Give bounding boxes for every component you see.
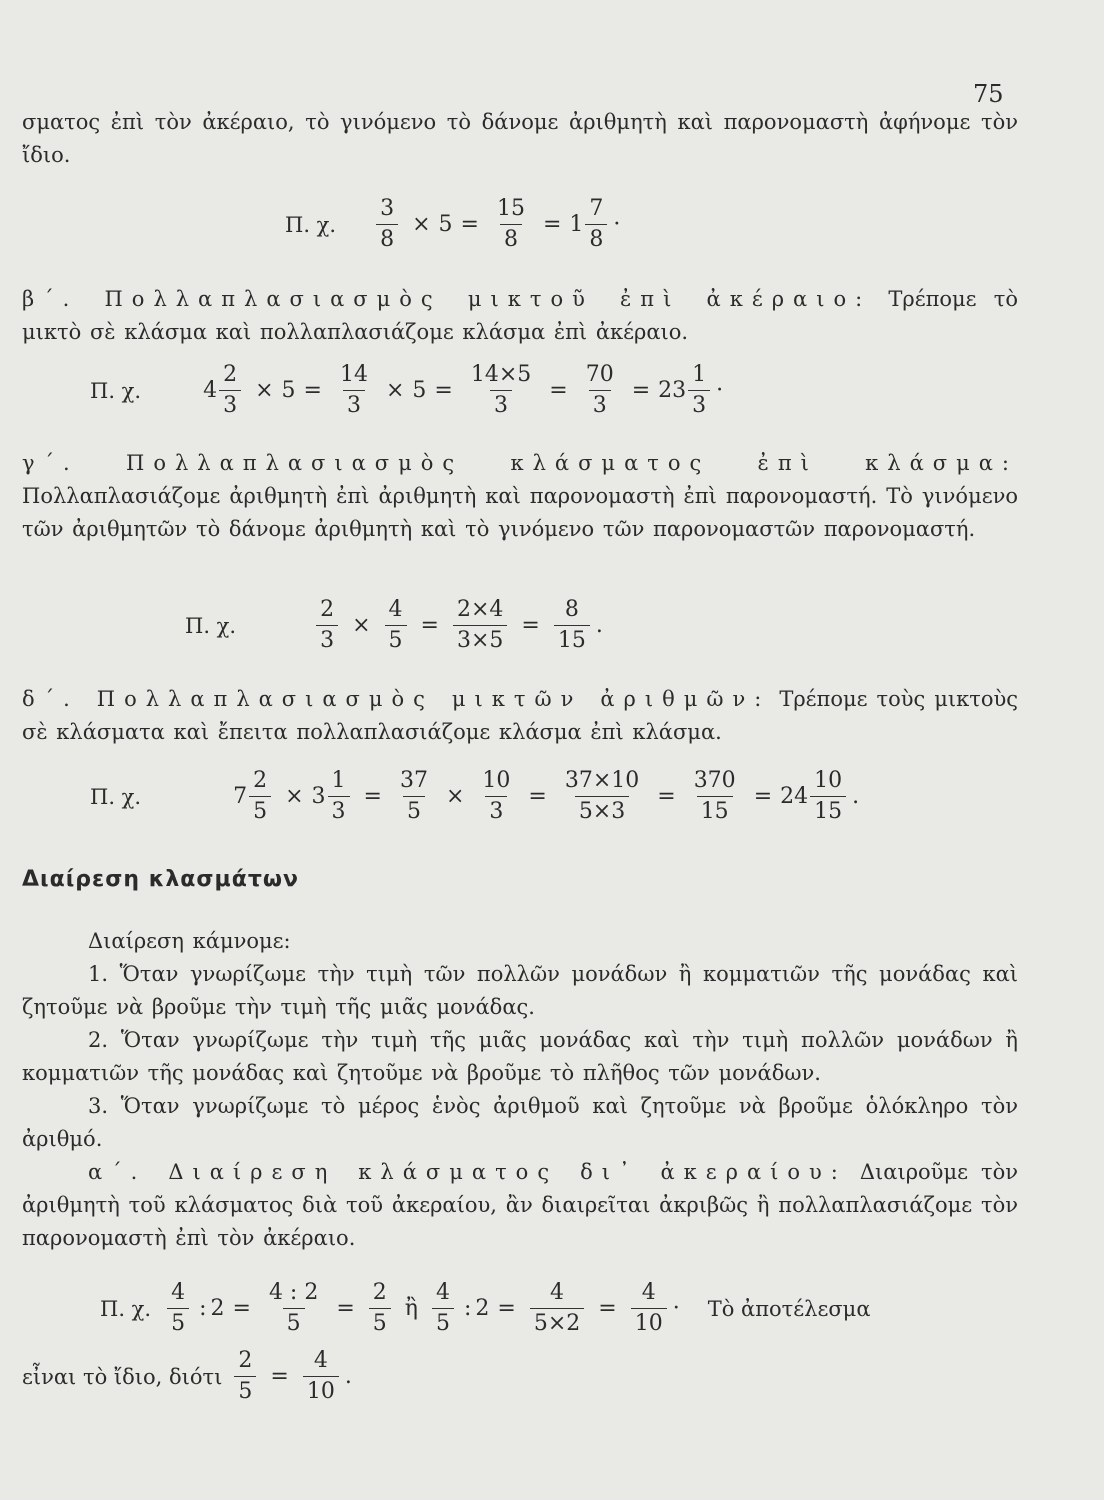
section-c-text: Πολλαπλασιάζομε ἀριθμητὴ ἐπὶ ἀριθμητὴ καὶ παρονομαστὴ ἐπὶ παρονομαστή. Τὸ γινόμενο τῶν ἀριθμητῶν τὸ δάνομε ἀριθμητὴ καὶ τὸ γινόμενο τῶν παρονομαστῶν παρονομαστή. bbox=[22, 484, 1018, 541]
section-heading: Διαίρεση κλασμάτων bbox=[22, 867, 299, 892]
mixed-number: 4 $\frac{2}{3}$ bbox=[203, 362, 247, 419]
result-text: Τὸ ἀποτέλεσμα bbox=[707, 1296, 871, 1321]
example-label: Π. χ. bbox=[90, 784, 142, 809]
fraction: $\frac{37\times 10}{5\times 3}$ bbox=[564, 768, 640, 824]
section-d-heading: δ΄. Πολλαπλασιασμὸς μικτῶν ἀριθμῶν: bbox=[22, 687, 771, 711]
mixed-number: 1 $\frac{7}{8}$ bbox=[569, 196, 613, 253]
fraction: $\frac{2}{5}$ bbox=[369, 1280, 391, 1337]
integer: 2 bbox=[475, 1296, 490, 1321]
fraction: $\frac{10}{3}$ bbox=[482, 768, 511, 824]
division-case-3: 3. Ὅταν γνωρίζωμε τὸ μέρος ἑνὸς ἀριθμοῦ καὶ ζητοῦμε νὰ βροῦμε ὁλόκληρο τὸν ἀριθμό. bbox=[22, 1094, 1018, 1151]
example-2: Π. χ. 4 $\frac{2}{3}$ × 5 = $\frac{14}{3}$ × 5 = $\frac{14\times 5}{3}$ = $\frac{70}{3}$ = 23 $\frac{1}{3}$ · bbox=[90, 362, 724, 418]
fraction: $\frac{2}{5}$ bbox=[234, 1348, 256, 1405]
example-5-continuation: εἶναι τὸ ἴδιο, διότι $\frac{2}{5}$ = $\frac{4}{10}$ . bbox=[22, 1348, 352, 1404]
fraction: $\frac{4}{5\times 2}$ bbox=[530, 1280, 584, 1337]
example-4: Π. χ. 7 $\frac{2}{5}$ × 3 $\frac{1}{3}$ = $\frac{37}{5}$ × $\frac{10}{3}$ = $\frac{37\times 10}{5\times 3}$ = $\frac{370}{15}$ = 24 $\frac{10}{15}$ . bbox=[90, 768, 860, 824]
fraction: $\frac{37}{5}$ bbox=[399, 768, 428, 824]
example-label: Π. χ. bbox=[90, 378, 142, 403]
section-b-heading: β΄. Πολλαπλασιασμὸς μικτοῦ ἐπὶ ἀκέραιο: bbox=[22, 287, 872, 311]
section-c-heading: γ΄. Πολλαπλασιασμὸς κλάσματος ἐπὶ κλάσμα: bbox=[22, 451, 1018, 475]
fraction: $\frac{14\times 5}{3}$ bbox=[470, 362, 532, 418]
integer: 5 bbox=[412, 378, 427, 403]
end-mark: · bbox=[672, 1296, 680, 1321]
division-sign: : bbox=[199, 1296, 207, 1321]
fraction: $\frac{3}{8}$ bbox=[376, 196, 398, 253]
fraction: $\frac{2}{3}$ bbox=[316, 597, 338, 654]
fraction: $\frac{8}{15}$ bbox=[554, 597, 590, 654]
fraction: $\frac{14}{3}$ bbox=[339, 362, 368, 418]
example-label: Π. χ. bbox=[185, 613, 237, 638]
integer: 2 bbox=[210, 1296, 225, 1321]
fraction: $\frac{4}{5}$ bbox=[432, 1280, 454, 1337]
section-a-text: Διαιροῦμε τὸν ἀριθμητὴ τοῦ κλάσματος διὰ τοῦ ἀκεραίου, ἂν διαιρεῖται ἀκριβῶς ἢ πολλαπλασιάζομε τὸν παρονομαστὴ ἐπὶ τὸν ἀκέραιο. bbox=[22, 1160, 1018, 1250]
end-mark: . bbox=[595, 613, 603, 638]
fraction: $\frac{70}{3}$ bbox=[585, 362, 614, 418]
end-mark: · bbox=[613, 212, 621, 237]
example-1 bbox=[285, 196, 620, 253]
fraction: $\frac{2\times 4}{3\times 5}$ bbox=[453, 597, 507, 654]
example-5: Π. χ. $\frac{4}{5}$ : 2 = $\frac{4 : 2}{5}$ = $\frac{2}{5}$ ἢ $\frac{4}{5}$ : 2 = $\frac{4}{5\times 2}$ = $\frac{4}{10}$ · Τὸ ἀποτέλεσμα bbox=[100, 1280, 871, 1336]
fraction: $\frac{4}{10}$ bbox=[631, 1280, 667, 1337]
end-mark: . bbox=[852, 784, 860, 809]
integer: 5 bbox=[281, 378, 296, 403]
example-3: Π. χ. $\frac{2}{3}$ × $\frac{4}{5}$ = $\frac{2\times 4}{3\times 5}$ = $\frac{8}{15}$ . bbox=[185, 597, 603, 653]
equals-sign: = bbox=[460, 212, 479, 237]
page-number: 75 bbox=[973, 80, 1004, 108]
division-case-2: 2. Ὅταν γνωρίζωμε τὴν τιμὴ τῆς μιᾶς μονάδας καὶ τὴν τιμὴ πολλῶν μονάδων ἢ κομματιῶν τῆς μονάδας καὶ ζητοῦμε νὰ βροῦμε τὸ πλῆθος τῶν μονάδων. bbox=[22, 1028, 1018, 1085]
integer: 5 bbox=[438, 212, 453, 237]
times-sign: × bbox=[412, 212, 431, 237]
continuation-text: εἶναι τὸ ἴδιο, διότι bbox=[22, 1364, 223, 1389]
section-a bbox=[22, 1156, 1018, 1255]
mixed-number: 23 $\frac{1}{3}$ bbox=[658, 362, 716, 419]
intro-paragraph: σματος ἐπὶ τὸν ἀκέραιο, τὸ γινόμενο τὸ δάνομε ἀριθμητὴ καὶ παρονομαστὴ ἀφήνομε τὸν ἴδιο. bbox=[22, 110, 1018, 167]
equals-sign: = bbox=[542, 212, 562, 237]
mixed-number: 7 $\frac{2}{5}$ bbox=[233, 768, 277, 825]
section-d-text: Τρέπομε τοὺς μικτοὺς σὲ κλάσματα καὶ ἔπειτα πολλαπλασιάζομε κλάσμα ἐπὶ κλάσμα. bbox=[22, 687, 1019, 744]
or-word: ἢ bbox=[404, 1296, 418, 1321]
section-b bbox=[22, 283, 1018, 349]
section-b-text: Τρέπομε τὸ μικτὸ σὲ κλάσμα καὶ πολλαπλασιάζομε κλάσμα ἐπὶ ἀκέραιο. bbox=[22, 287, 1018, 344]
fraction: $\frac{370}{15}$ bbox=[693, 768, 736, 824]
end-mark: . bbox=[344, 1364, 352, 1389]
fraction: $\frac{4}{10}$ bbox=[303, 1348, 339, 1405]
division-intro: Διαίρεση κάμνομε: bbox=[88, 929, 291, 953]
end-mark: · bbox=[716, 378, 724, 403]
section-d bbox=[22, 683, 1018, 749]
section-a-heading: α΄. Διαίρεση κλάσματος δι᾿ ἀκεραίου: bbox=[88, 1160, 847, 1184]
fraction: $\frac{4}{5}$ bbox=[385, 597, 407, 654]
example-label: Π. χ. bbox=[100, 1296, 152, 1321]
section-c bbox=[22, 447, 1018, 546]
division-sign: : bbox=[463, 1296, 472, 1321]
fraction: $\frac{4 : 2}{5}$ bbox=[268, 1280, 319, 1336]
mixed-number: 3 $\frac{1}{3}$ bbox=[312, 768, 356, 825]
mixed-number: 24 $\frac{10}{15}$ bbox=[780, 768, 852, 825]
fraction: $\frac{4}{5}$ bbox=[167, 1280, 189, 1337]
fraction: $\frac{15}{8}$ bbox=[496, 196, 525, 252]
division-case-1: 1. Ὅταν γνωρίζωμε τὴν τιμὴ τῶν πολλῶν μονάδων ἢ κομματιῶν τῆς μονάδας καὶ ζητοῦμε νὰ βροῦμε τὴν τιμὴ τῆς μιᾶς μονάδας. bbox=[22, 962, 1018, 1019]
example-label: Π. χ. bbox=[285, 212, 337, 237]
